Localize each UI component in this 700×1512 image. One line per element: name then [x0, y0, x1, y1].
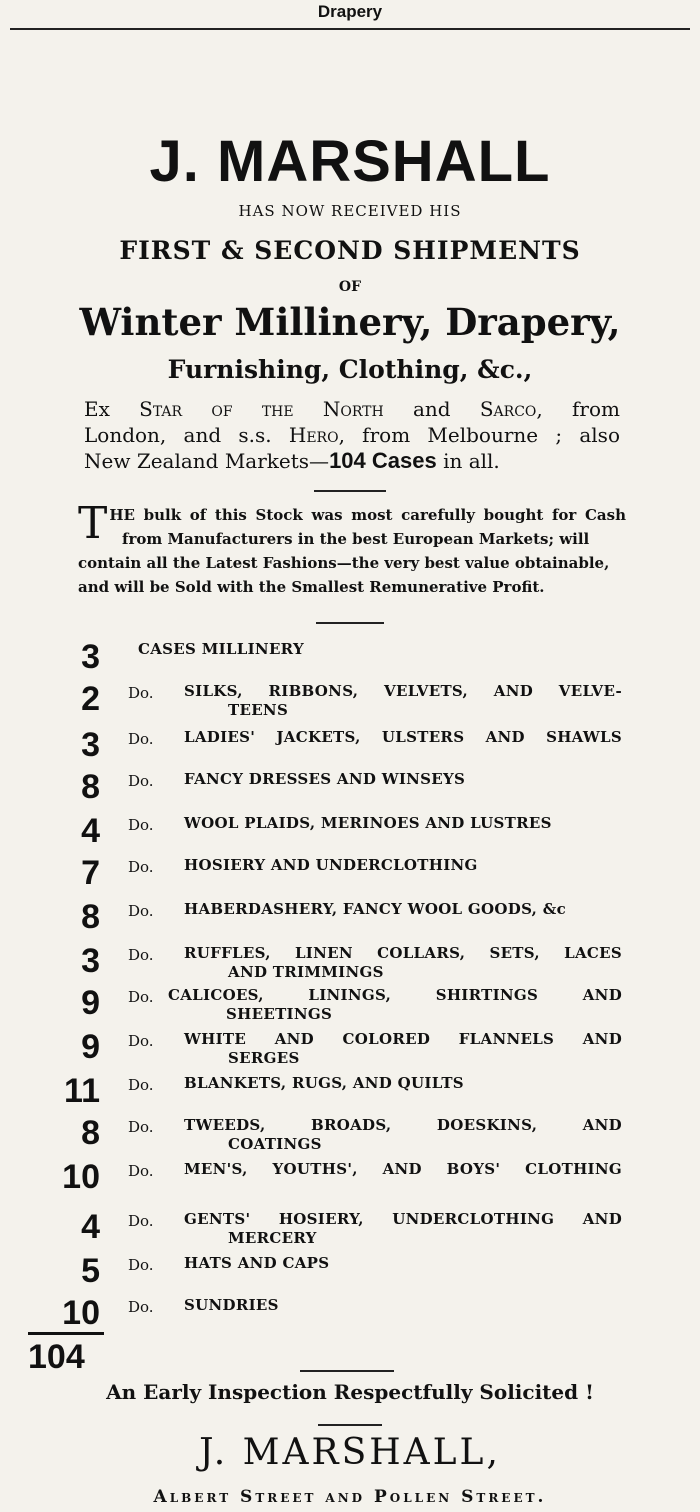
item-quantity: 3 — [81, 942, 100, 980]
item-quantity: 11 — [64, 1072, 100, 1110]
stock-paragraph — [78, 498, 626, 599]
paragraph-line: from Manufacturers in the best European Markets; will — [122, 530, 590, 548]
item-quantity: 8 — [81, 1114, 100, 1152]
ditto-mark: Do. — [128, 816, 154, 834]
item-description: TWEEDS, BROADS, DOESKINS, AND COATINGS — [184, 1116, 622, 1153]
divider-rule — [316, 622, 384, 624]
item-quantity: 10 — [62, 1294, 100, 1332]
item-description: CALICOES, LININGS, SHIRTINGS AND SHEETINGS — [168, 986, 622, 1023]
item-description: GENTS' HOSIERY, UNDERCLOTHING AND MERCERY — [184, 1210, 622, 1247]
item-quantity: 2 — [81, 680, 100, 718]
item-quantity: 4 — [81, 1208, 100, 1246]
footer-merchant-name: J. MARSHALL, — [199, 1432, 501, 1473]
ditto-mark: Do. — [128, 1118, 154, 1136]
item-description: SILKS, RIBBONS, VELVETS, AND VELVE- TEENS — [184, 682, 622, 719]
merchant-name: J. MARSHALL — [149, 129, 551, 194]
item-quantity: 9 — [81, 984, 100, 1022]
item-quantity: 9 — [81, 1028, 100, 1066]
section-header — [0, 0, 700, 28]
shipment-details — [84, 396, 620, 474]
ditto-mark: Do. — [128, 1256, 154, 1274]
paragraph-line: and will be Sold with the Smallest Remunerative Profit. — [78, 578, 545, 596]
item-quantity: 7 — [81, 854, 100, 892]
shipment-line-3: New Zealand Markets—104 Cases in all. — [84, 448, 500, 473]
item-quantity: 4 — [81, 812, 100, 850]
ditto-mark: Do. — [128, 858, 154, 876]
item-description: HOSIERY AND UNDERCLOTHING — [184, 856, 478, 874]
inspection-line: An Early Inspection Respectfully Solicited ! — [106, 1380, 594, 1404]
item-quantity: 5 — [81, 1252, 100, 1290]
total-rule — [28, 1332, 104, 1335]
item-quantity: 3 — [81, 638, 100, 676]
drop-cap: T — [78, 498, 108, 549]
furnishing-heading: Furnishing, Clothing, &c., — [167, 355, 533, 384]
ditto-mark: Do. — [128, 1162, 154, 1180]
ditto-mark: Do. — [128, 1298, 154, 1316]
of-line: OF — [338, 279, 362, 295]
item-description: WOOL PLAIDS, MERINOES AND LUSTRES — [184, 814, 552, 832]
shipments-heading: FIRST & SECOND SHIPMENTS — [119, 236, 581, 265]
item-quantity: 8 — [81, 898, 100, 936]
ditto-mark: Do. — [128, 1032, 154, 1050]
header-rule — [10, 28, 690, 30]
item-description: HATS AND CAPS — [184, 1254, 330, 1272]
divider-rule — [318, 1424, 382, 1426]
item-description: CASES MILLINERY — [138, 640, 304, 658]
ditto-mark: Do. — [128, 902, 154, 920]
item-quantity: 10 — [62, 1158, 100, 1196]
item-description: MEN'S, YOUTHS', AND BOYS' CLOTHING — [184, 1160, 622, 1178]
shipment-line-2: London, and s.s. Hero, from Melbourne ; also — [84, 423, 620, 447]
item-description: RUFFLES, LINEN COLLARS, SETS, LACES AND TRIMMINGS — [184, 944, 622, 981]
divider-rule — [300, 1370, 394, 1372]
ditto-mark: Do. — [128, 946, 154, 964]
item-description: SUNDRIES — [184, 1296, 279, 1314]
item-description: LADIES' JACKETS, ULSTERS AND SHAWLS — [184, 728, 622, 746]
winter-heading: Winter Millinery, Drapery, — [79, 300, 621, 344]
item-quantity: 8 — [81, 768, 100, 806]
ditto-mark: Do. — [128, 1076, 154, 1094]
item-description: WHITE AND COLORED FLANNELS AND SERGES — [184, 1030, 622, 1067]
section-title: Drapery — [317, 2, 383, 21]
item-description: HABERDASHERY, FANCY WOOL GOODS, &c — [184, 900, 566, 918]
ditto-mark: Do. — [128, 1212, 154, 1230]
item-description: BLANKETS, RUGS, AND QUILTS — [184, 1074, 464, 1092]
shipment-line-1: Ex Star of the North and Sarco, from — [84, 397, 620, 421]
received-line: HAS NOW RECEIVED HIS — [238, 202, 462, 220]
paragraph-line: contain all the Latest Fashions—the very best value obtainable, — [78, 554, 610, 572]
item-quantity: 3 — [81, 726, 100, 764]
divider-rule — [314, 490, 386, 492]
ditto-mark: Do. — [128, 988, 154, 1006]
item-description: FANCY DRESSES AND WINSEYS — [184, 770, 466, 788]
paragraph-line: HE bulk of this Stock was most carefully bought for Cash — [109, 506, 626, 524]
ditto-mark: Do. — [128, 684, 154, 702]
total-cases: 104 — [28, 1338, 85, 1376]
ditto-mark: Do. — [128, 772, 154, 790]
ditto-mark: Do. — [128, 730, 154, 748]
address-line: Albert Street and Pollen Street. — [153, 1487, 547, 1507]
